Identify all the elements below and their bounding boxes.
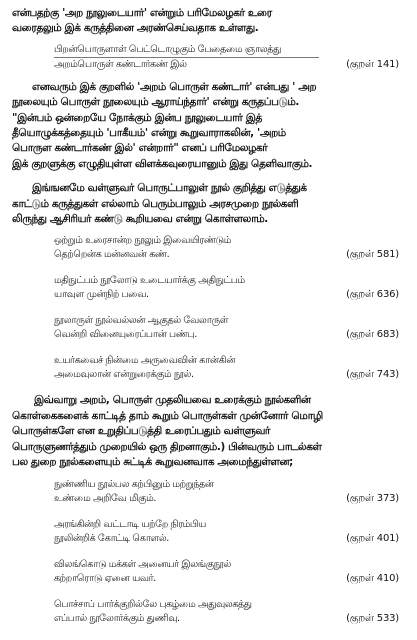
text-line: நூலையும் பொருள் நூலையும் ஆராய்ந்தார்' என்று கருதப்படும். [12, 96, 299, 109]
quote-line: எப்பால் நூலோர்க்கும் துணிவு. [54, 612, 180, 624]
quote-line: நூலாருள் நூல்வல்லன் ஆகுதல் வேலாருள் [54, 315, 229, 327]
kural-quote-401 [12, 518, 407, 546]
text-line: "இன்பம் ஒன்றையே நோக்கும் இன்ப நூலுடையார் இத் [12, 111, 262, 124]
text-line: காட்டும் கருத்துகள் எல்லாம் பெரும்பாலும் அரசமுறை நூல்களி [12, 197, 299, 210]
quote-line: வென்றி வினையுரைப்பான் பண்பு. [54, 329, 197, 341]
text-line: பொருளுணர்த்தும் முறையில் ஒரு திறனாகும்.) பின்வரும் பாடல்கள் [12, 440, 322, 453]
quote-line: நுண்ணிய நூல்பல கற்பினும் மற்றுந்தன் [54, 478, 214, 490]
quote-line: உயர்கவைச் நின்மை அருவைவின் கான்கின் [54, 355, 236, 367]
text-line: இவ்வாறு அறம், பொருள் முதலியவை உரைக்கும் நூல்களின் [34, 394, 311, 407]
text-line: லிருந்து ஆசிரியர் கண்டு கூறியவை என்று கொள்ளலாம். [12, 213, 268, 226]
intro-paragraph [12, 6, 407, 37]
quote-line: கற்றாரொடு ஏனை யவர். [54, 572, 156, 584]
quote-line: விலங்கொடு மக்கள் அனையர் இலங்குநூல் [54, 558, 231, 570]
quote-line: தெற்றென்க மன்னவன் கண். [54, 249, 170, 261]
kural-quote-533 [12, 598, 407, 626]
paragraph-nool-kolgai [12, 393, 407, 470]
kural-quote-141 [12, 43, 407, 72]
quote-line: ஒற்றும் உரைசான்ற நூலும் இவையிரண்டும் [54, 235, 232, 247]
quote-line: பிறன்பொருளாள் பெட்டொழுகும் பேதைமை ஞாலத்து [54, 43, 319, 58]
kural-reference: (குறள் 373) [346, 492, 399, 504]
quote-line: யாவுள முன்நிற் பவை. [54, 289, 149, 301]
paragraph-explanation [12, 80, 407, 172]
text-line: இக் குறளுக்கு எழுதியுள்ள விளக்கவுரையானும் இது தெளிவாகும். [12, 157, 313, 170]
kural-quote-581 [12, 234, 407, 262]
quote-line: அரங்கின்றி வட்டாடி யற்றே நிரம்பிய [54, 518, 206, 530]
paragraph-arasamurai [12, 181, 407, 227]
text-line: எனவரும் இக் குறளில் 'அறம் பொருள் கண்டார்' என்பது ' அற [32, 80, 317, 93]
kural-reference: (குறள் 141) [346, 58, 399, 70]
text-line: பொருள்களே என உறுதிப்படுத்தி உரைப்பதும் வள்ளுவர் [12, 425, 271, 438]
quote-line: அமைவுலான் என்றுரைக்கும் நூல். [54, 369, 194, 381]
text-line: என்பதற்கு 'அற நூலுடையார்' என்றும் பரிமேலழகர் உரை [12, 7, 272, 19]
text-line: கொள்கைகளைக் காட்டித் தாம் கூறும் பொருள்கள் முன்னோர் மொழி [12, 409, 323, 422]
kural-quote-636 [12, 274, 407, 302]
text-line: தீயொழுக்கத்தையும் 'பாகீயம்' என்று கூறுவாராகலின், 'அறம் [12, 127, 286, 140]
kural-quote-373 [12, 478, 407, 506]
text-line: பல துறை நூல்களையும் சுட்டிக் கூறுவனவாக அமைந்துள்ளன; [12, 456, 293, 469]
kural-quote-743 [12, 354, 407, 382]
text-line: இங்ஙனமே வள்ளுவர் பொருட்பாலுள் நூல் குறித்து எடுத்துக் [32, 182, 307, 195]
kural-reference: (குறள் 581) [346, 249, 399, 261]
kural-reference: (குறள் 401) [346, 532, 399, 544]
quote-line: உண்மை அறிவே மிகும். [54, 492, 157, 504]
text-line: பொருள கண்டார்கண் இல்' என்றார்" எனப் பரிமேலழகர் [12, 142, 268, 155]
kural-reference: (குறள் 410) [346, 572, 399, 584]
kural-reference: (குறள் 683) [346, 329, 399, 341]
kural-reference: (குறள் 743) [346, 369, 399, 381]
kural-reference: (குறள் 636) [346, 289, 399, 301]
kural-reference: (குறள் 533) [346, 612, 399, 624]
quote-line: நூலின்றிக் கோட்டி கொளல். [54, 532, 169, 544]
quote-line: அறம்பொருள் கண்டார்கண் இல் [54, 58, 187, 70]
kural-quote-683 [12, 314, 407, 342]
kural-quote-410 [12, 558, 407, 586]
text-line: வரைதலும் இக் கருத்தினை அரண்செய்வதாக உள்ளது. [12, 22, 259, 35]
quote-line: மதிநுட்பம் நூலோடு உடையார்க்கு அதிநுட்பம் [54, 275, 245, 287]
quote-line: பொச்சாப் பார்க்குறில்லே புகழ்மை அதுவுலகத்து [54, 598, 252, 610]
